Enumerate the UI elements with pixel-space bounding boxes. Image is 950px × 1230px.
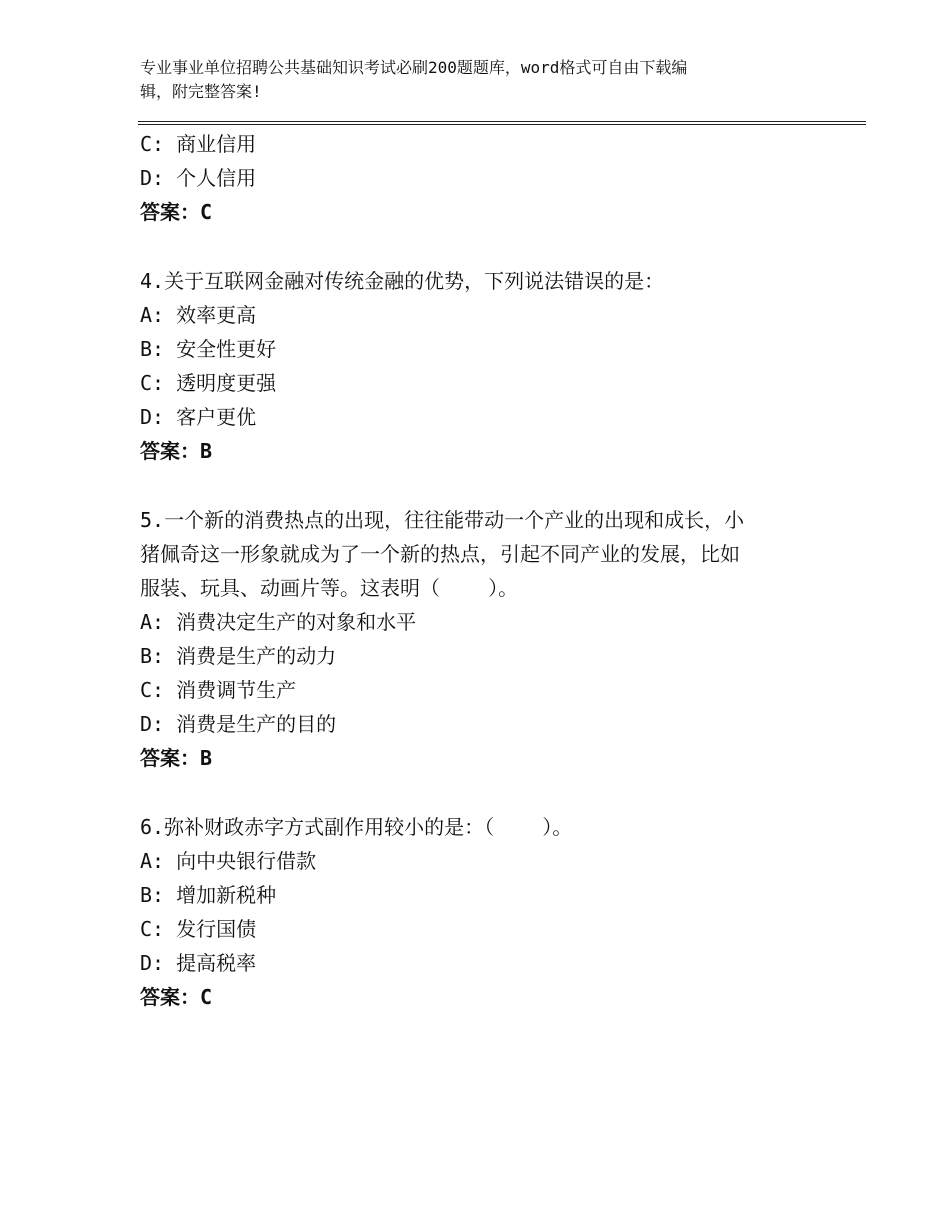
option-c: C: 发行国债: [140, 917, 257, 941]
option-b: B: 安全性更好: [140, 337, 277, 361]
option-c: C: 商业信用: [140, 132, 257, 156]
document-header: [140, 56, 800, 104]
header-divider: [138, 121, 866, 125]
answer: 答案：B: [140, 746, 213, 770]
question-stem: 6.弥补财政赤字方式副作用较小的是：（ ）。: [140, 815, 573, 839]
header-line-2: 辑，附完整答案!: [140, 82, 262, 101]
option-b: B: 增加新税种: [140, 883, 277, 907]
header-line-1: 专业事业单位招聘公共基础知识考试必刷200题题库，word格式可自由下载编: [140, 58, 688, 77]
option-d: D: 个人信用: [140, 166, 257, 190]
question-4: [140, 264, 820, 468]
option-c: C: 消费调节生产: [140, 678, 297, 702]
option-c: C: 透明度更强: [140, 371, 277, 395]
option-a: A: 向中央银行借款: [140, 849, 317, 873]
question-5: [140, 503, 820, 775]
option-a: A: 效率更高: [140, 303, 257, 327]
option-d: D: 提高税率: [140, 951, 257, 975]
answer: 答案：C: [140, 200, 213, 224]
option-a: A: 消费决定生产的对象和水平: [140, 610, 417, 634]
option-d: D: 消费是生产的目的: [140, 712, 337, 736]
answer: 答案：B: [140, 439, 213, 463]
question-stem-line-3: 服装、玩具、动画片等。这表明（ ）。: [140, 576, 519, 600]
question-stem: 4.关于互联网金融对传统金融的优势，下列说法错误的是：: [140, 269, 665, 293]
question-stem-line-2: 猪佩奇这一形象就成为了一个新的热点，引起不同产业的发展，比如: [140, 542, 740, 566]
question-list: [140, 127, 820, 1014]
question-3-tail: [140, 127, 820, 229]
option-b: B: 消费是生产的动力: [140, 644, 337, 668]
option-d: D: 客户更优: [140, 405, 257, 429]
question-stem-line-1: 5.一个新的消费热点的出现，往往能带动一个产业的出现和成长，小: [140, 508, 745, 532]
question-6: [140, 810, 820, 1014]
answer: 答案：C: [140, 985, 213, 1009]
